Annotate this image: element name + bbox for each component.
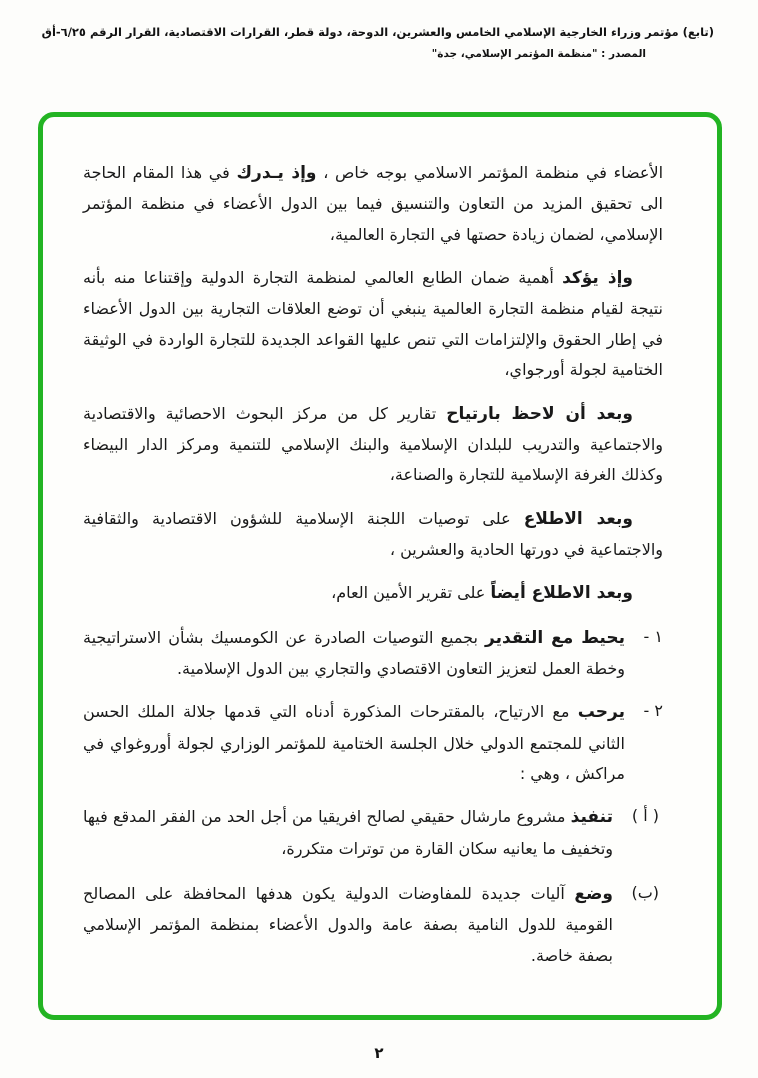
sub-item-marker: ( أ ) bbox=[631, 806, 659, 826]
sub-item-rest-text: آليات جديدة للمفاوضات الدولية يكون هدفها المحافظة على المصالح القومية للدول النامية بصفة عامة والدول الأعضاء بمنظمة المؤتمر الإسلامي بصفة خاصة. bbox=[83, 884, 613, 965]
sub-item-rest-text: مشروع مارشال حقيقي لصالح افريقيا من أجل الحد من الفقر المدقع فيها وتخفيف ما يعانيه سكان القارة من توترات متكررة، bbox=[83, 807, 613, 858]
item-rest-text: مع الارتياح، بالمقترحات المذكورة أدناه التي قدمها جلالة الملك الحسن الثاني للمجتمع الدولي خلال الجلسة الختامية للمؤتمر الوزاري لجولة أوروغواي في مراكش ، وهي : bbox=[83, 702, 625, 783]
sub-item-a bbox=[83, 801, 659, 864]
paragraph-pre-text: الأعضاء في منظمة المؤتمر الاسلامي بوجه خاص ، bbox=[316, 163, 664, 182]
header-citation-line: (تابع) مؤتمر وزراء الخارجية الإسلامي الخامس والعشرين، الدوحة، دولة قطر، القرارات الاقتصادية، القرار الرقم ٦/٢٥-أق bbox=[41, 25, 714, 39]
numbered-item-2 bbox=[83, 696, 663, 789]
sub-item-lead-phrase: تنفيذ bbox=[570, 807, 613, 828]
page-number: ٢ bbox=[374, 1044, 384, 1062]
paragraph-rest-text: في هذا المقام الحاجة الى تحقيق المزيد من التعاون والتنسيق فيما بين الدول الأعضاء في منظمة المؤتمر الإسلامي، لضمان زيادة حصتها في التجارة العالمية، bbox=[83, 163, 663, 244]
paragraph-preambular bbox=[83, 503, 663, 566]
item-lead-phrase: يحيط مع التقدير bbox=[485, 627, 625, 648]
paragraph-lead-phrase: وبعد أن لاحظ بارتياح bbox=[446, 403, 633, 424]
paragraph-preambular bbox=[83, 262, 663, 385]
document-header bbox=[28, 24, 714, 60]
paragraph-rest-text: تقارير كل من مركز البحوث الاحصائية والاقتصادية والاجتماعية والتدريب للبلدان الإسلامية والبنك الإسلامي للتنمية ومركز الدار البيضاء وكذلك الغرفة الإسلامية للتجارة والصناعة، bbox=[83, 403, 663, 485]
content-border-frame bbox=[38, 112, 722, 1020]
header-source-line: المصدر : "منظمة المؤتمر الإسلامي، جدة" bbox=[431, 48, 646, 61]
item-text bbox=[83, 696, 625, 789]
paragraph-lead-phrase: وبعد الاطلاع أيضاً bbox=[490, 583, 633, 604]
paragraph-continuation bbox=[83, 157, 663, 250]
sub-item-lead-phrase: وضع bbox=[574, 884, 613, 905]
paragraph-lead-phrase: وإذ يؤكد bbox=[562, 268, 633, 289]
sub-item-b bbox=[83, 878, 659, 971]
paragraph-rest-text: أهمية ضمان الطابع العالمي لمنظمة التجارة الدولية وإقتناعا منه بأنه نتيجة لقيام منظمة التجارة العالمية ينبغي أن توضع العلاقات التجارية بين الدول الأعضاء في إطار الحقوق والإلتزامات التي تنص عليها القواعد الجديدة للتجارة الواردة في الوثيقة الختامية لجولة أورجواي، bbox=[83, 268, 663, 380]
paragraph-preambular bbox=[83, 577, 663, 609]
paragraph-lead-phrase: وإذ يـدرك bbox=[236, 163, 317, 183]
document-body bbox=[83, 157, 663, 971]
paragraph-preambular bbox=[83, 398, 663, 491]
item-number: ١ - bbox=[643, 626, 663, 646]
item-text bbox=[83, 622, 625, 685]
item-number: ٢ - bbox=[643, 701, 663, 721]
sub-item-text bbox=[83, 878, 613, 971]
sub-item-marker: (ب) bbox=[631, 883, 659, 903]
item-lead-phrase: يرحب bbox=[577, 702, 625, 723]
paragraph-lead-phrase: وبعد الاطلاع bbox=[523, 508, 633, 529]
item-rest-text: بجميع التوصيات الصادرة عن الكومسيك بشأن الاستراتيجية وخطة العمل لتعزيز التعاون الاقتصادي والتجاري بين الدول الإسلامية. bbox=[83, 627, 625, 678]
numbered-item-1 bbox=[83, 622, 663, 685]
paragraph-rest-text: على توصيات اللجنة الإسلامية للشؤون الاقتصادية والثقافية والاجتماعية في دورتها الحادية والعشرين ، bbox=[83, 508, 663, 559]
sub-item-text bbox=[83, 801, 613, 864]
paragraph-rest-text: على تقرير الأمين العام، bbox=[331, 583, 491, 603]
